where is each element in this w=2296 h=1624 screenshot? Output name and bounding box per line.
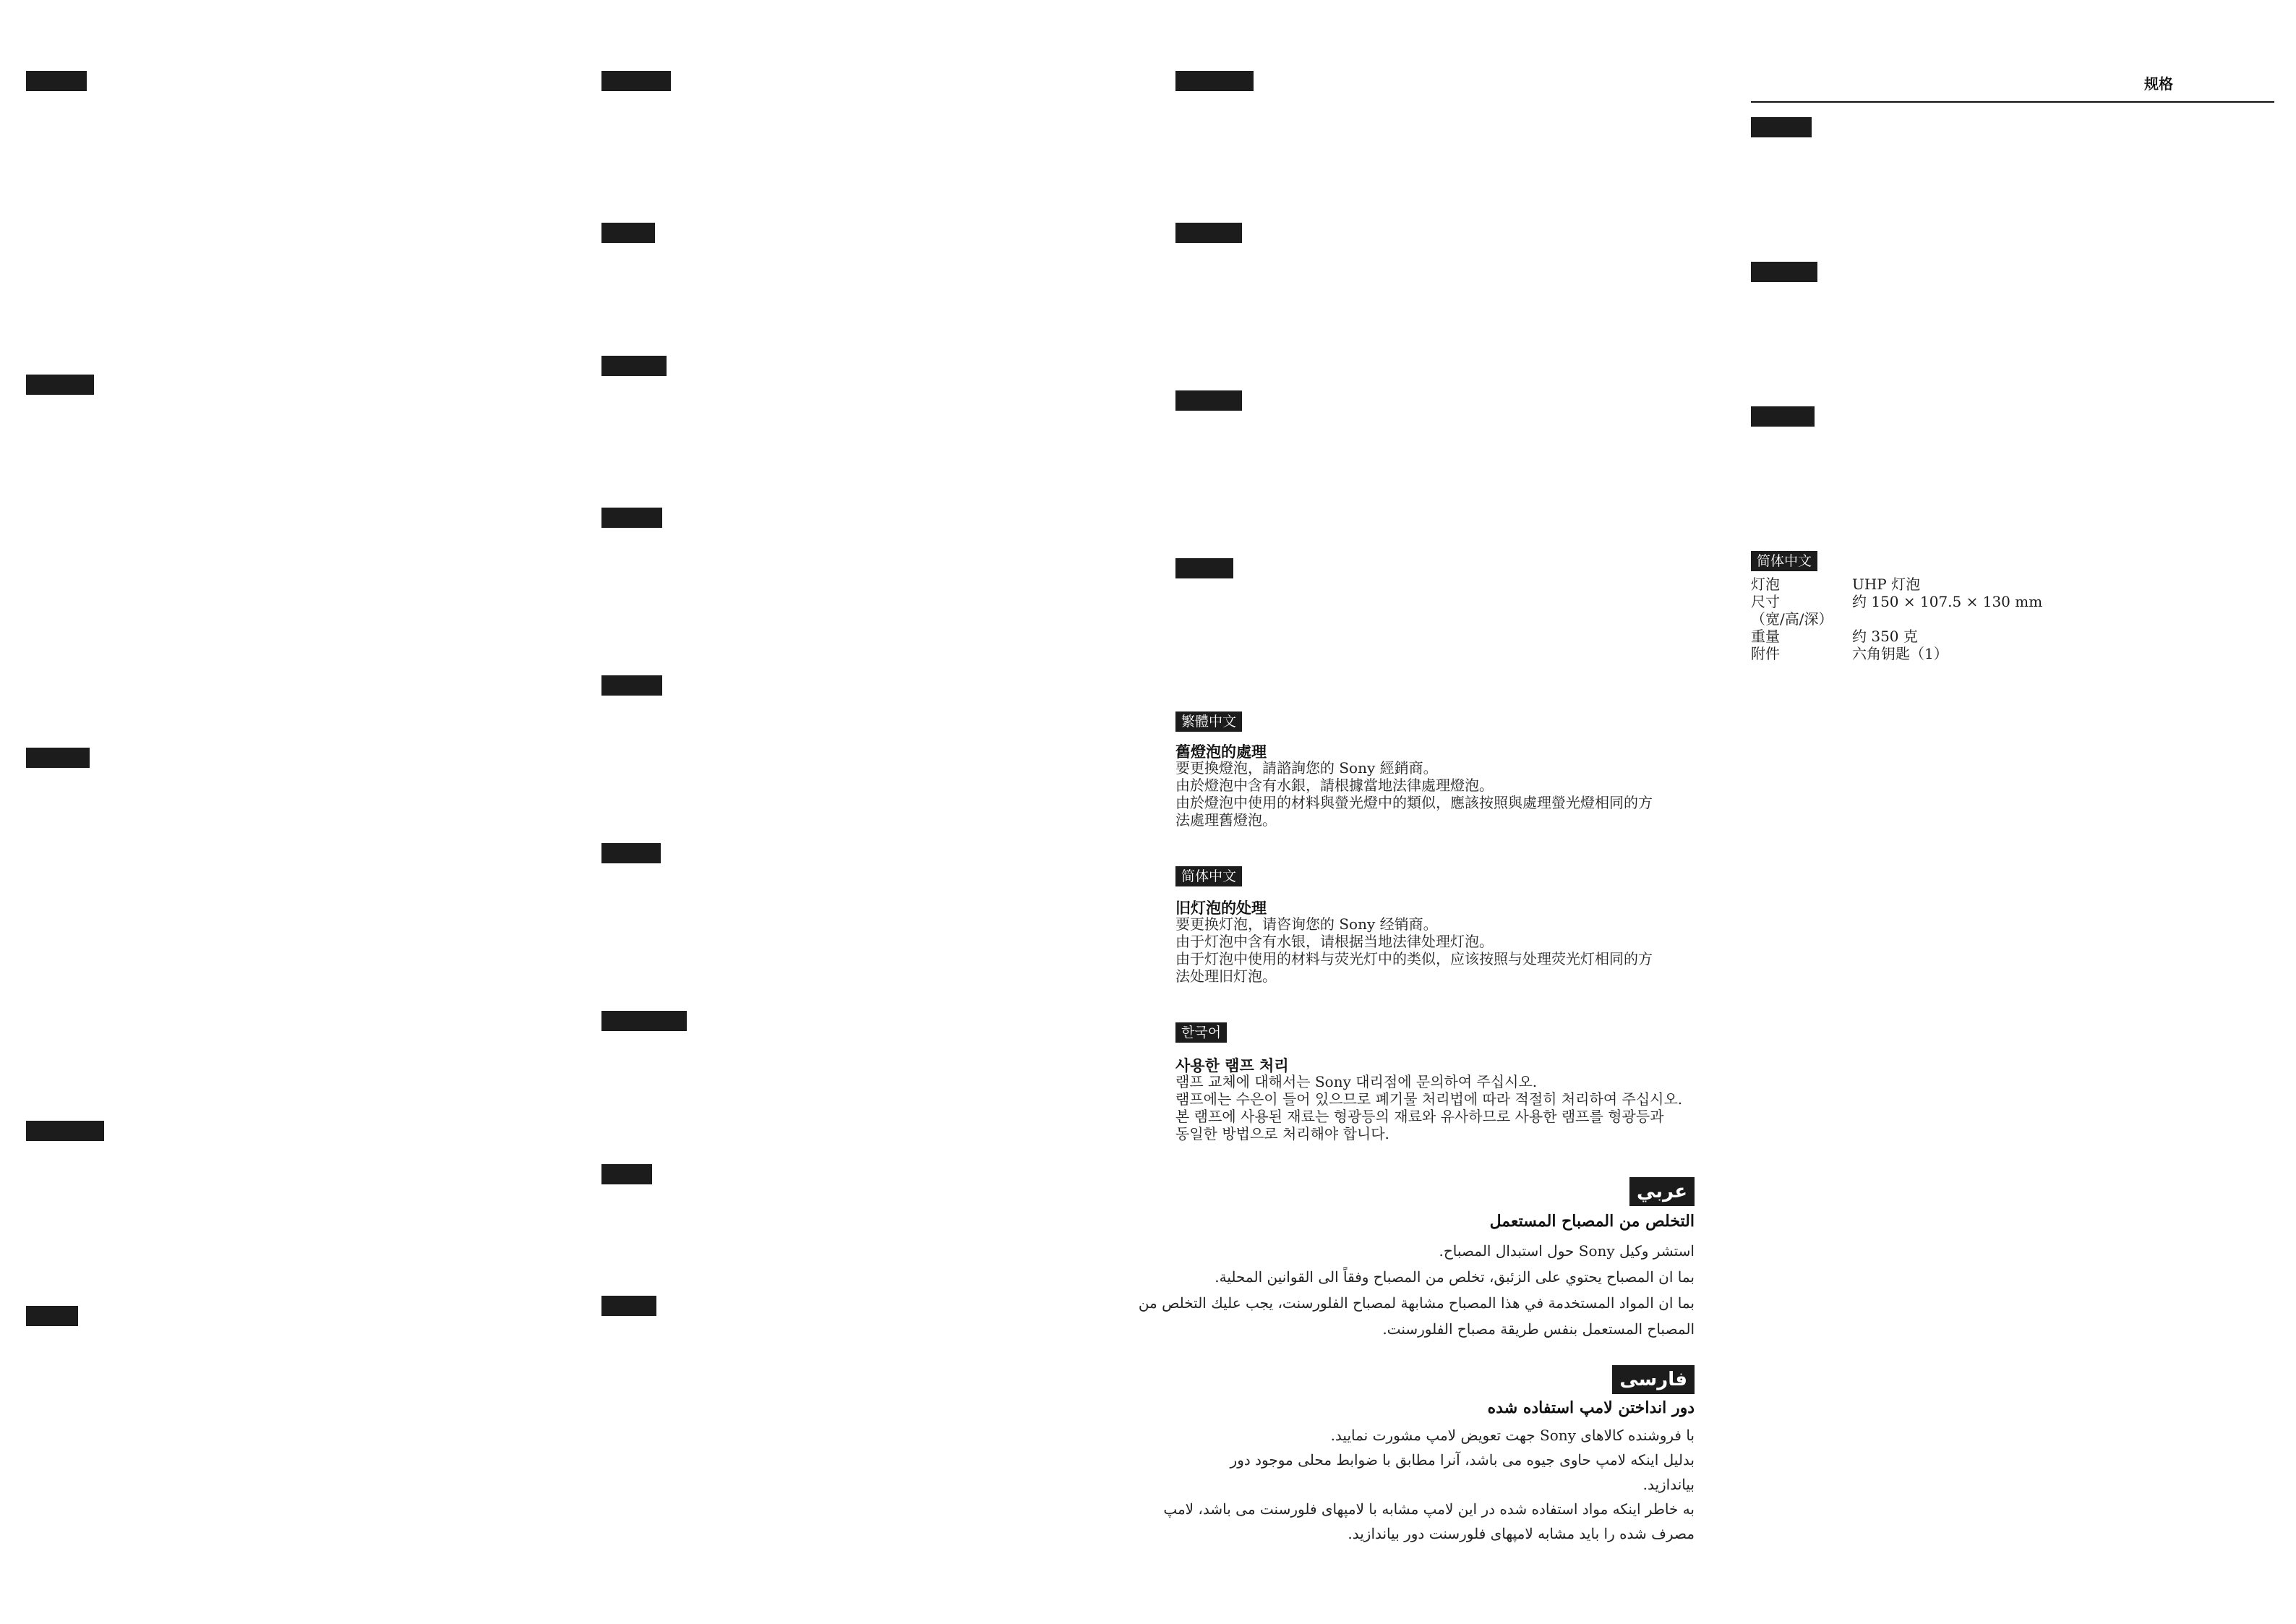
body-line: بما ان المصباح يحتوي على الزئبق، تخلص من المصباح وفقاً الى القوانين المحلية. [1215,1268,1695,1286]
lang-tag-fa: فارسی [1612,1365,1695,1394]
redacted-block [601,508,662,528]
section-body [1163,1423,1695,1546]
body-line: 由于灯泡中含有水银，请根据当地法律处理灯泡。 [1175,933,1494,950]
redacted-block [601,71,671,91]
redacted-block [601,1164,652,1184]
body-line: 法處理舊燈泡。 [1175,811,1277,829]
lang-tag-zh-tw: 繁體中文 [1175,711,1242,732]
spec-value: 约 150 × 107.5 × 130 mm [1852,593,2043,610]
redacted-block [601,1296,656,1316]
body-line: 要更換燈泡，請諮詢您的 Sony 經銷商。 [1175,759,1438,777]
section-body [1175,1073,1682,1142]
lang-tag-ko: 한국어 [1175,1022,1227,1043]
spec-value: UHP 灯泡 [1852,576,1921,593]
redacted-block [1175,558,1233,578]
section-body [1139,1238,1695,1342]
body-line: استشر وكيل Sony حول استبدال المصباح. [1439,1242,1695,1260]
redacted-block [1751,117,1812,137]
body-line: بما ان المواد المستخدمة في هذا المصباح مشابهة لمصباح الفلورسنت، يجب عليك التخلص من [1138,1294,1695,1312]
section-heading: 舊燈泡的處理 [1175,743,1267,761]
body-line: 본 램프에 사용된 재료는 형광등의 재료와 유사하므로 사용한 램프를 형광등과 [1175,1108,1664,1125]
spec-label: 尺寸 [1751,593,1780,610]
body-line: المصباح المستعمل بنفس طريقة مصباح الفلورسنت. [1382,1320,1695,1338]
section-heading: 旧灯泡的处理 [1175,899,1267,917]
body-line: 由於燈泡中使用的材料與螢光燈中的類似，應該按照與處理螢光燈相同的方 [1175,794,1653,811]
body-line: بدلیل اینکه لامپ حاوی جیوه می باشد، آنرا مطابق با ضوابط محلی موجود دور [1230,1451,1695,1469]
body-line: 法处理旧灯泡。 [1175,967,1277,985]
redacted-block [1751,262,1817,282]
redacted-block [601,356,667,376]
redacted-block [26,1121,104,1141]
spec-value: 约 350 克 [1852,628,1918,645]
spec-rule [1751,101,2274,103]
redacted-block [601,223,655,243]
spec-label: 灯泡 [1751,576,1780,593]
body-line: با فروشنده کالاهای Sony جهت تعویض لامپ مشورت نمایید. [1330,1427,1695,1444]
spec-value: 六角钥匙（1） [1852,645,1948,662]
redacted-block [26,375,94,395]
body-line: 由于灯泡中使用的材料与荧光灯中的类似，应该按照与处理荧光灯相同的方 [1175,950,1653,967]
redacted-block [1175,71,1254,91]
redacted-block [26,71,87,91]
section-heading: التخلص من المصباح المستعمل [1489,1212,1695,1231]
spec-label: 重量 [1751,628,1780,645]
lang-tag-spec-zh-cn: 简体中文 [1751,551,1817,571]
spec-label: 附件 [1751,645,1780,662]
redacted-block [601,675,662,696]
redacted-block [1751,406,1815,427]
redacted-block [26,1306,78,1326]
body-line: 要更换灯泡，请咨询您的 Sony 经销商。 [1175,915,1438,933]
redacted-block [1175,223,1242,243]
spec-label: （宽/高/深） [1751,610,1833,628]
body-line: مصرف شده را باید مشابه لامپهای فلورسنت دور بیاندازید. [1348,1525,1695,1542]
body-line: 由於燈泡中含有水銀，請根據當地法律處理燈泡。 [1175,777,1494,794]
body-line: به خاطر اینکه مواد استفاده شده در این لامپ مشابه با لامپهای فلورسنت می باشد، لامپ [1163,1500,1695,1518]
section-body [1175,915,1653,985]
body-line: بیاندازید. [1642,1476,1695,1493]
section-heading: 사용한 램프 처리 [1175,1057,1289,1074]
section-heading: دور انداختن لامپ استفاده شده [1487,1398,1695,1417]
body-line: 램프에는 수은이 들어 있으므로 폐기물 처리법에 따라 적절히 처리하여 주십시오. [1175,1090,1683,1108]
section-body [1175,759,1653,829]
spec-table [1751,576,2185,670]
redacted-block [26,748,90,768]
spec-title: 规格 [2144,75,2173,93]
redacted-block [1175,390,1242,411]
redacted-block [601,843,661,863]
lang-tag-zh-cn: 简体中文 [1175,866,1242,886]
lang-tag-ar: عربي [1629,1177,1695,1206]
body-line: 램프 교체에 대해서는 Sony 대리점에 문의하여 주십시오. [1175,1073,1538,1090]
body-line: 동일한 방법으로 처리해야 합니다. [1175,1125,1389,1142]
redacted-block [601,1011,687,1031]
